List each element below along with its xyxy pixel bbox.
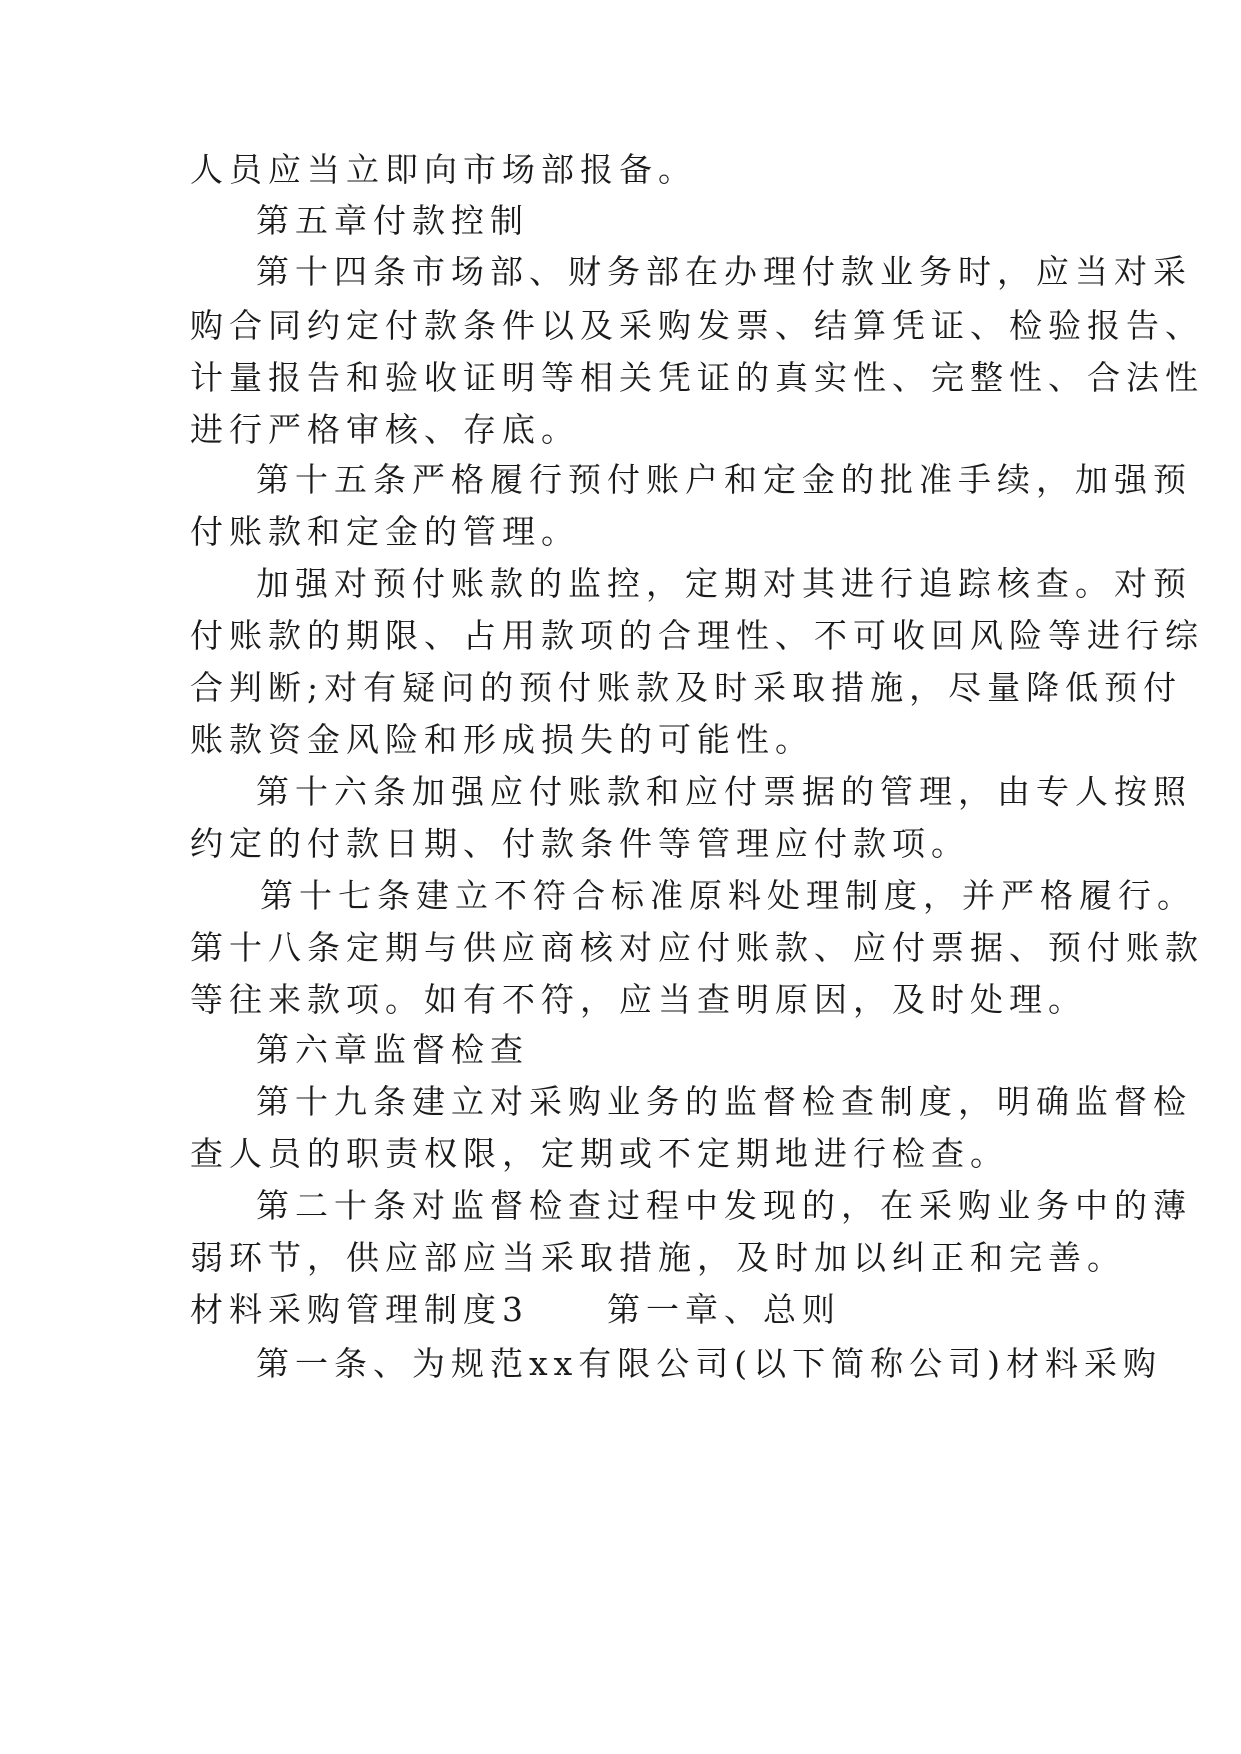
paragraph-line: 等往来款项。如有不符，应当查明原因，及时处理。	[190, 980, 1087, 1019]
paragraph-line: 账款资金风险和形成损失的可能性。	[190, 720, 814, 759]
section-title: 材料采购管理制度3	[190, 1290, 529, 1329]
paragraph-line: 第二十条对监督检查过程中发现的，在采购业务中的薄	[256, 1186, 1192, 1225]
chapter-heading: 第六章监督检查	[256, 1030, 529, 1069]
paragraph-line: 第十九条建立对采购业务的监督检查制度，明确监督检	[256, 1082, 1192, 1121]
paragraph-line: 人员应当立即向市场部报备。	[190, 150, 697, 189]
chapter-heading: 第五章付款控制	[256, 201, 529, 240]
paragraph-line: 弱环节，供应部应当采取措施，及时加以纠正和完善。	[190, 1238, 1126, 1277]
paragraph-line: 第十六条加强应付账款和应付票据的管理，由专人按照	[256, 772, 1192, 811]
paragraph-line: 第十七条建立不符合标准原料处理制度，并严格履行。	[260, 876, 1196, 915]
paragraph-line: 付账款和定金的管理。	[190, 512, 580, 551]
paragraph-line: 加强对预付账款的监控，定期对其进行追踪核查。对预	[256, 564, 1192, 603]
section-heading	[190, 1290, 841, 1330]
paragraph-line: 查人员的职责权限，定期或不定期地进行检查。	[190, 1134, 1009, 1173]
paragraph-line: 第十四条市场部、财务部在办理付款业务时，应当对采	[256, 252, 1192, 291]
paragraph-line: 合判断;对有疑问的预付账款及时采取措施，尽量降低预付	[190, 668, 1183, 707]
paragraph-line: 进行严格审核、存底。	[190, 410, 580, 449]
paragraph-line: 付账款的期限、占用款项的合理性、不可收回风险等进行综	[190, 616, 1204, 655]
paragraph-line: 第十五条严格履行预付账户和定金的批准手续，加强预	[256, 460, 1192, 499]
paragraph-line: 第一条、为规范xx有限公司(以下简称公司)材料采购	[256, 1344, 1162, 1383]
section-chapter: 第一章、总则	[607, 1290, 841, 1329]
paragraph-line: 约定的付款日期、付款条件等管理应付款项。	[190, 824, 970, 863]
paragraph-line: 计量报告和验收证明等相关凭证的真实性、完整性、合法性	[190, 358, 1204, 397]
paragraph-line: 第十八条定期与供应商核对应付账款、应付票据、预付账款	[190, 928, 1204, 967]
paragraph-line: 购合同约定付款条件以及采购发票、结算凭证、检验报告、	[190, 306, 1204, 345]
